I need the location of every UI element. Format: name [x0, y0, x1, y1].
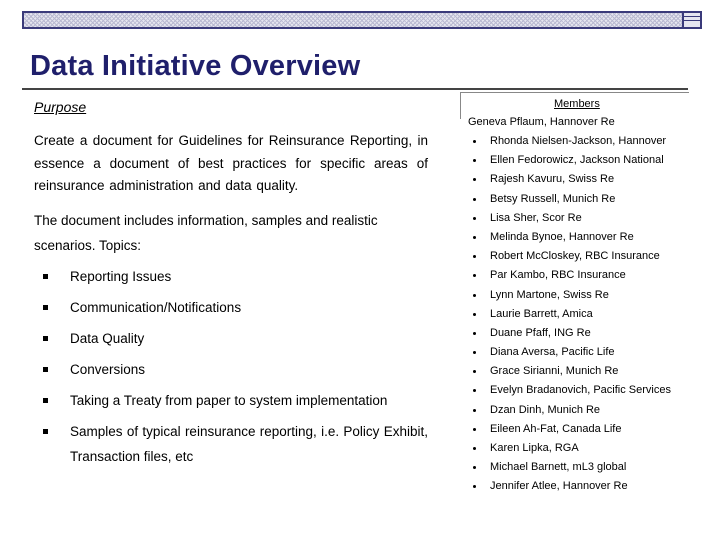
square-bullet-icon: [43, 305, 48, 310]
member-name: Lisa Sher, Scor Re: [490, 211, 582, 224]
topic-item: [34, 357, 428, 382]
square-bullet-icon: [43, 367, 48, 372]
topic-item: [34, 419, 428, 469]
topic-label: Communication/Notifications: [70, 299, 242, 315]
topics-list: [34, 264, 428, 469]
member-item: [468, 362, 708, 381]
square-bullet-icon: [43, 429, 48, 434]
member-item: [468, 458, 708, 477]
bullet-icon: [473, 313, 476, 316]
square-bullet-icon: [43, 274, 48, 279]
members-heading: Members: [554, 98, 600, 110]
topic-label: Samples of typical reinsurance reporting, i.e. Policy Exhibit, Transaction files, etc: [70, 423, 428, 464]
page-title: Data Initiative Overview: [30, 50, 361, 82]
member-name: Michael Barnett, mL3 global: [490, 461, 627, 474]
bullet-icon: [473, 428, 476, 431]
member-name: Dzan Dinh, Munich Re: [490, 403, 601, 416]
square-bullet-icon: [43, 398, 48, 403]
member-name: Duane Pfaff, ING Re: [490, 326, 591, 339]
purpose-text: Create a document for Guidelines for Reinsurance Reporting, in essence a document of best practices for specific areas of reinsurance administration and data quality.: [34, 133, 428, 193]
bullet-icon: [473, 178, 476, 181]
topic-item: [34, 388, 428, 413]
bullet-icon: [473, 409, 476, 412]
bullet-icon: [473, 351, 476, 354]
member-item: [468, 401, 708, 420]
member-item: [468, 247, 708, 266]
member-name: Lynn Martone, Swiss Re: [490, 288, 609, 301]
topic-item: [34, 295, 428, 320]
topic-label: Taking a Treaty from paper to system implementation: [70, 392, 388, 408]
member-item: [468, 151, 708, 170]
member-name: Jennifer Atlee, Hannover Re: [490, 480, 628, 493]
member-name: Grace Sirianni, Munich Re: [490, 365, 619, 378]
decorative-header-bar: [22, 11, 702, 29]
member-name: Rhonda Nielsen-Jackson, Hannover: [490, 135, 667, 147]
member-item: [468, 343, 708, 362]
topic-label: Data Quality: [70, 330, 145, 346]
members-list: [468, 132, 708, 497]
member-item: [468, 209, 708, 228]
member-name: Laurie Barrett, Amica: [490, 307, 593, 320]
purpose-heading: Purpose: [34, 99, 87, 115]
bullet-icon: [473, 274, 476, 277]
member-name: Robert McCloskey, RBC Insurance: [490, 250, 660, 263]
member-name: Evelyn Bradanovich, Pacific Services: [490, 384, 671, 397]
includes-text: The document includes information, samples and realistic scenarios. Topics:: [34, 212, 378, 253]
bullet-icon: [473, 294, 476, 297]
bullet-icon: [473, 159, 476, 162]
member-name: Diana Aversa, Pacific Life: [490, 346, 615, 359]
member-item: [468, 381, 708, 400]
member-item: [468, 420, 708, 439]
member-name: Rajesh Kavuru, Swiss Re: [490, 173, 615, 186]
member-name: Melinda Bynoe, Hannover Re: [490, 230, 634, 243]
bullet-icon: [473, 140, 476, 143]
title-divider: [22, 88, 688, 90]
bullet-icon: [473, 389, 476, 392]
member-item: [468, 324, 708, 343]
purpose-section: [34, 98, 428, 475]
topic-label: Reporting Issues: [70, 268, 172, 284]
topic-item: [34, 326, 428, 351]
topic-label: Conversions: [70, 361, 146, 377]
bullet-icon: [473, 217, 476, 220]
decorative-header-box: [682, 13, 700, 27]
member-item: [468, 305, 708, 324]
bullet-icon: [473, 332, 476, 335]
member-item: [468, 170, 708, 189]
member-item: [468, 286, 708, 305]
member-item: [468, 190, 708, 209]
bullet-icon: [473, 370, 476, 373]
bullet-icon: [473, 236, 476, 239]
member-name: Ellen Fedorowicz, Jackson National: [490, 154, 664, 167]
bullet-icon: [473, 447, 476, 450]
member-item: [468, 439, 708, 458]
topic-item: [34, 264, 428, 289]
member-name: Karen Lipka, RGA: [490, 442, 579, 454]
bullet-icon: [473, 485, 476, 488]
bullet-icon: [473, 466, 476, 469]
member-name: Par Kambo, RBC Insurance: [490, 269, 626, 282]
member-item: [468, 266, 708, 285]
bullet-icon: [473, 255, 476, 258]
square-bullet-icon: [43, 336, 48, 341]
members-chair: Geneva Pflaum, Hannover Re: [468, 116, 615, 128]
member-item: [468, 477, 708, 496]
member-item: [468, 228, 708, 247]
member-name: Eileen Ah-Fat, Canada Life: [490, 422, 622, 435]
member-item: [468, 132, 708, 151]
member-name: Betsy Russell, Munich Re: [490, 192, 616, 205]
bullet-icon: [473, 198, 476, 201]
